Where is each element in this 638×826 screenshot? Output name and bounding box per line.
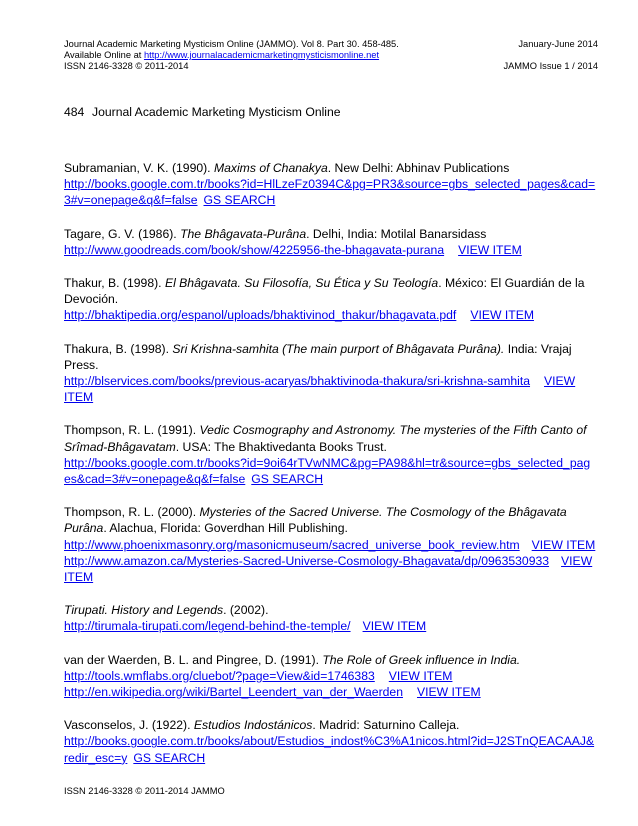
available-prefix: Available Online at: [64, 50, 144, 60]
reference-subramanian-1990: [64, 160, 600, 209]
view-item-link[interactable]: VIEW ITEM: [388, 668, 453, 683]
ref-author: Thompson, R. L. (1991).: [64, 423, 200, 438]
ref-title: Sri Krishna-samhita (The main purport of Bhâgavata Purâna).: [172, 341, 505, 356]
header-issn: ISSN 2146-3328 © 2011-2014: [64, 61, 189, 71]
ref-publisher: . Alachua, Florida: Goverdhan Hill Publishing.: [103, 521, 348, 536]
ref-url-2[interactable]: http://en.wikipedia.org/wiki/Bartel_Leendert_van_der_Waerden: [64, 685, 403, 700]
url-line: [64, 684, 600, 700]
view-item-link[interactable]: VIEW ITEM: [458, 242, 522, 257]
citation-line: [64, 422, 600, 438]
page-footer: ISSN 2146-3328 © 2011-2014 JAMMO: [64, 786, 225, 796]
citation-line: [64, 652, 600, 668]
reference-thakura-1998: [64, 341, 600, 406]
view-item-link[interactable]: VIEW ITEM: [362, 619, 427, 634]
view-item-link[interactable]: VIEW ITEM: [531, 537, 596, 552]
view-item-link[interactable]: VIEW: [544, 374, 576, 389]
journal-line: Journal Academic Marketing Mysticism Online (JAMMO). Vol 8. Part 30. 458-485.: [64, 39, 399, 49]
issue-date: January-June 2014: [518, 39, 598, 49]
reference-thakur-1998: [64, 275, 600, 324]
citation-line: [64, 160, 600, 176]
ref-author: Tagare, G. V. (1986).: [64, 226, 181, 241]
reference-list: [64, 160, 600, 783]
url-line: [64, 307, 600, 323]
ref-title: Vedic Cosmography and Astronomy. The mysteries of the Fifth Canto of: [199, 423, 587, 438]
ref-url[interactable]: http://books.google.com.tr/books?id=9oi64rTVwNMC&pg=PA98&hl=tr&source=gbs_selected_pag: [64, 455, 591, 470]
citation-line-continued: Devoción.: [64, 292, 119, 307]
ref-author: Subramanian, V. K. (1990).: [64, 161, 214, 175]
url-line: [64, 569, 600, 585]
url-line: [64, 389, 600, 405]
citation-line: [64, 602, 600, 618]
ref-url[interactable]: http://bhaktipedia.org/espanol/uploads/bhaktivinod_thakur/bhagavata.pdf: [64, 308, 457, 323]
url-line: [64, 618, 600, 634]
ref-title: Mysteries of the Sacred Universe. The Cosmology of the Bhâgavata: [199, 505, 567, 520]
header-row-3: [64, 61, 598, 72]
ref-url-2[interactable]: http://www.amazon.ca/Mysteries-Sacred-Universe-Cosmology-Bhagavata/dp/0963530933: [64, 553, 550, 568]
url-line: [64, 242, 600, 258]
citation-line: [64, 341, 600, 357]
ref-author: Thakura, B. (1998).: [64, 341, 173, 356]
gs-search-link[interactable]: GS SEARCH: [251, 472, 324, 487]
url-line: [64, 668, 600, 684]
url-line: [64, 471, 600, 487]
ref-url[interactable]: http://blservices.com/books/previous-acaryas/bhaktivinoda-thakura/sri-krishna-samhita: [64, 374, 531, 389]
gs-search-link[interactable]: GS SEARCH: [203, 193, 276, 208]
view-item-link-continued[interactable]: ITEM: [64, 570, 94, 585]
ref-title: El Bhâgavata. Su Filosofía, Su Ética y Su Teología: [164, 276, 439, 291]
ref-url[interactable]: http://www.goodreads.com/book/show/4225956-the-bhagavata-purana: [64, 242, 445, 257]
ref-title-continued: Purâna: [64, 521, 104, 536]
header-row-2: [64, 50, 598, 61]
ref-url[interactable]: http://www.phoenixmasonry.org/masonicmuseum/sacred_universe_book_review.htm: [64, 537, 520, 552]
citation-line-continued: [64, 439, 600, 455]
reference-van-der-waerden-1991: [64, 652, 600, 701]
running-head-title: Journal Academic Marketing Mysticism Online: [92, 105, 341, 119]
view-item-link[interactable]: VIEW ITEM: [416, 685, 481, 700]
url-line: [64, 537, 600, 553]
header-row-1: [64, 39, 598, 50]
ref-publisher: . USA: The Bhaktivedanta Books Trust.: [175, 439, 387, 454]
ref-author: Vasconselos, J. (1922).: [64, 718, 194, 733]
ref-url-continued[interactable]: redir_esc=y: [64, 750, 128, 765]
url-line: [64, 455, 600, 471]
url-line: [64, 373, 600, 389]
issue-number: JAMMO Issue 1 / 2014: [503, 61, 598, 71]
page-header: [64, 39, 598, 72]
view-item-link[interactable]: VIEW ITEM: [470, 308, 534, 323]
gs-search-link[interactable]: GS SEARCH: [133, 750, 206, 765]
ref-year: . (2002).: [223, 603, 269, 618]
ref-author: Thompson, R. L. (2000).: [64, 505, 200, 520]
ref-publisher: . Madrid: Saturnino Calleja.: [312, 718, 460, 733]
citation-line: [64, 717, 600, 733]
ref-url-continued[interactable]: es&cad=3#v=onepage&q&f=false: [64, 472, 246, 487]
ref-url-continued[interactable]: 3#v=onepage&q&f=false: [64, 193, 198, 208]
url-line: [64, 750, 600, 766]
ref-publisher: . Delhi, India: Motilal Banarsidass: [306, 226, 487, 241]
ref-title: The Role of Greek influence in India.: [322, 652, 521, 667]
url-line: [64, 733, 600, 749]
reference-tirupati-2002: [64, 602, 600, 634]
ref-title: Maxims of Chanakya: [213, 161, 328, 175]
view-item-link[interactable]: VIEW: [561, 553, 593, 568]
ref-publisher: . México: El Guardián de la: [438, 276, 585, 291]
url-line: [64, 176, 600, 192]
ref-title: The Bhâgavata-Purâna: [180, 226, 307, 241]
citation-line-continued: [64, 520, 600, 536]
url-line: [64, 192, 600, 208]
ref-publisher: India: Vrajaj: [504, 341, 572, 356]
view-item-link-continued[interactable]: ITEM: [64, 390, 94, 405]
citation-line: [64, 504, 600, 520]
ref-title: Tirupati. History and Legends: [64, 603, 224, 618]
ref-url[interactable]: http://tirumala-tirupati.com/legend-behind-the-temple/: [64, 619, 351, 634]
ref-title-continued: Srîmad-Bhâgavatam: [64, 439, 176, 454]
ref-publisher: . New Delhi: Abhinav Publications: [327, 161, 510, 175]
citation-line: [64, 226, 600, 242]
ref-author: Thakur, B. (1998).: [64, 276, 165, 291]
journal-website-link[interactable]: http://www.journalacademicmarketingmysticismonline.net: [143, 50, 380, 60]
ref-url[interactable]: http://books.google.com.tr/books/about/Estudios_indost%C3%A1nicos.html?id=J2STnQEACAAJ&: [64, 734, 595, 749]
ref-author: van der Waerden, B. L. and Pingree, D. (1991).: [64, 652, 323, 667]
ref-title: Estudios Indostánicos: [193, 718, 313, 733]
availability-line: [64, 50, 379, 61]
ref-url[interactable]: http://books.google.com.tr/books?id=HlLzeFz0394C&pg=PR3&source=gbs_selected_pages&cad=: [64, 177, 596, 192]
reference-thompson-1991: [64, 422, 600, 487]
reference-tagare-1986: [64, 226, 600, 258]
citation-line-continued: Press.: [64, 357, 99, 372]
reference-thompson-2000: [64, 504, 600, 585]
running-head: [64, 105, 341, 119]
reference-vasconselos-1922: [64, 717, 600, 766]
page-number: 484: [64, 105, 85, 119]
url-line: [64, 553, 600, 569]
ref-url[interactable]: http://tools.wmflabs.org/cluebot/?page=View&id=1746383: [64, 668, 375, 683]
citation-line: [64, 275, 600, 291]
